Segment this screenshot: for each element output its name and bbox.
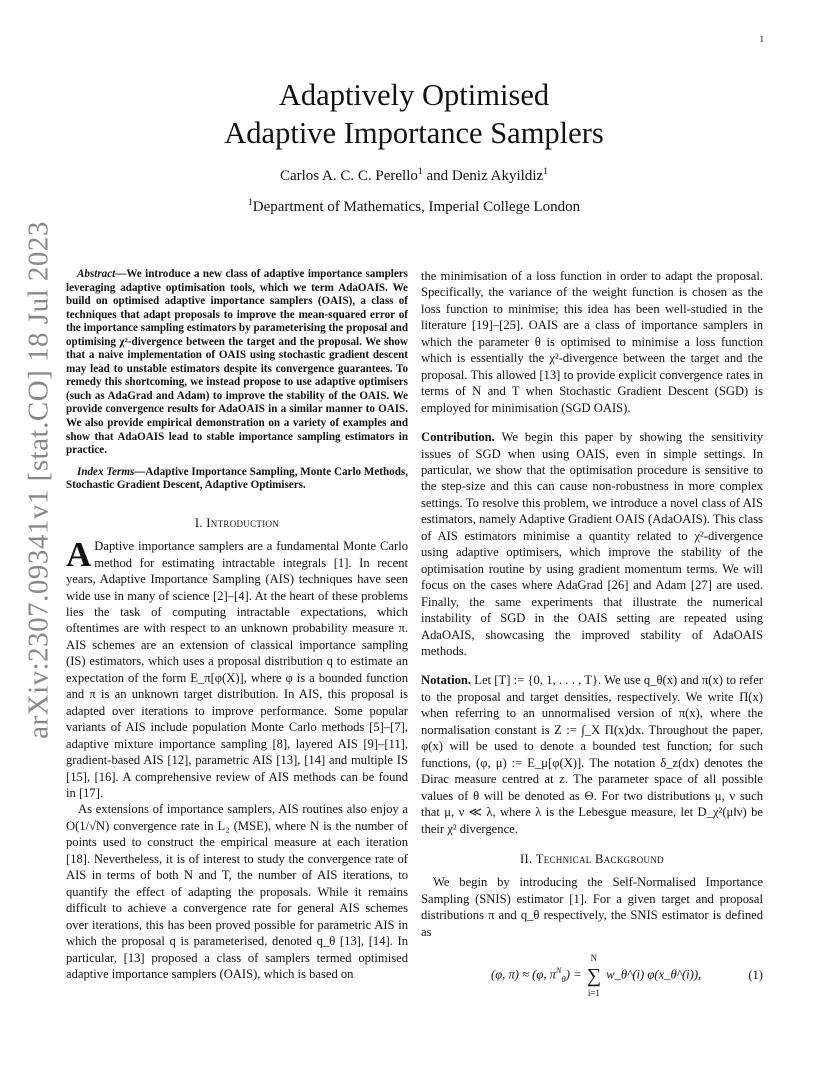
- abstract-text: —We introduce a new class of adaptive importance samplers leveraging adaptive optimisation tools, which we term AdaOAIS. We build on optimised adaptive importance samplers (OAIS), a class of techniques that adapt proposals to improve the mean-squared error of the importance sampling estimators by parameterising the proposal and optimising χ²-divergence between the target and the proposal. We show that a naive implementation of OAIS using stochastic gradient descent may lead to unstable estimators despite its convergence guarantees. To remedy this shortcoming, we instead propose to use adaptive optimisers (such as AdaGrad and Adam) to improve the stability of the OAIS. We provide convergence results for AdaOAIS in a similar manner to OAIS. We also provide empirical demonstration on a variety of examples and show that AdaOAIS lead to stable importance sampling estimators in practice.: [66, 268, 408, 457]
- arxiv-stamp-text: arXiv:2307.09341v1 [stat.CO] 18 Jul 2023: [22, 221, 55, 739]
- equation-1-number: (1): [748, 968, 763, 983]
- author-1: Carlos A. C. C. Perello: [279, 168, 418, 184]
- equation-1-expression: [491, 950, 701, 1001]
- index-terms-text: —Adaptive Importance Sampling, Monte Carlo Methods, Stochastic Gradient Descent, Adaptive Optimisers.: [66, 465, 408, 492]
- right-column: [421, 268, 763, 1001]
- notation-label: Notation.: [421, 673, 472, 688]
- index-terms: [66, 466, 408, 493]
- affiliation: [0, 199, 828, 216]
- eq-sum-top: N: [590, 953, 598, 964]
- equation-1: [421, 950, 763, 1001]
- intro-paragraph-1-text: Daptive importance samplers are a fundamental Monte Carlo method for estimating intractable integrals [1]. In recent years, Adaptive Importance Sampling (AIS) techniques have seen wide use in many of science [2]–[4]. At the heart of these problems lies the task of computing intractable expectations, which oftentimes are with respect to an unknown probability measure π. AIS schemes are an extension of classical importance sampling (IS) estimators, which uses a proposal distribution q to estimate an expectation of the form E_π[φ(X)], where φ is a bounded function and π is an unknown target distribution. In AIS, this proposal is adapted over iterations to improve performance. Some popular variants of AIS include population Monte Carlo methods [5]–[7], adaptive mixture importance sampling [8], layered AIS [9]–[11], gradient-based AIS [12], parametric AIS [13], [14] and multiple IS [15], [16]. A comprehensive review of AIS methods can be found in [17].: [66, 539, 408, 800]
- title-line-2: Adaptive Importance Samplers: [224, 116, 604, 150]
- contribution-paragraph: [421, 429, 763, 659]
- abstract-label: Abstract: [77, 268, 116, 280]
- eq-lhs-sup: N: [555, 966, 562, 976]
- eq-lhs-sub: θ: [561, 974, 566, 985]
- eq-sum-symbol: ∑: [586, 964, 602, 987]
- index-terms-label: Index Terms: [77, 465, 135, 478]
- notation-text: Let [T] := {0, 1, . . . , T}. We use q_θ(x) and π(x) to refer to the proposal and target densities, respectively. We write Π(x) when referring to an unnormalised version of π(x), where the normalisation constant is Z := ∫_X Π(x)dx. Throughout the paper, φ(x) will be used to denote a bounded test function; for such functions, (φ, μ) := E_μ[φ(X)]. The notation δ_z(dx) denotes the Dirac measure centred at z. The parameter space of all possible values of θ will be denoted as Θ. For two distributions μ, ν such that μ, ν ≪ λ, where λ is the Lebesgue measure, let D_χ²(μ‖ν) be their χ² divergence.: [421, 673, 763, 836]
- intro-paragraph-2: As extensions of importance samplers, AIS routines also enjoy a O(1/√N) convergence rate in L₂ (MSE), where N is the number of points used to construct the empirical measure at each iteration [18]. Nevertheless, it is of interest to study the convergence rate of AIS in terms of both N and T, the number of AIS iterations, to quantify the effect of adapting the proposals. While it remains difficult to achieve a convergence rate for general AIS schemes over iterations, this has been proved possible for parametric AIS in which the proposal q is parameterised, denoted q_θ [13], [14]. In particular, [13] proposed a class of samplers termed optimised adaptive importance samplers (OAIS), which is based on: [66, 802, 408, 981]
- page-number: 1: [759, 34, 764, 44]
- section-2-heading: II. Technical Background: [520, 851, 664, 866]
- notation-paragraph: [421, 672, 763, 837]
- eq-sum: [587, 950, 601, 1001]
- author-1-affil: 1: [417, 166, 423, 177]
- author-2-affil: 1: [543, 166, 549, 177]
- eq-rhs: w_θ^(i) φ(x_θ^(i)),: [606, 967, 702, 982]
- technical-paragraph-1: We begin by introducing the Self-Normalised Importance Sampling (SNIS) estimator [1]. For a given target and proposal distributions π and q_θ respectively, the SNIS estimator is defined as: [421, 875, 763, 939]
- left-column: [66, 268, 408, 982]
- eq-lhs: (φ, π) ≈ (φ, π: [491, 967, 556, 982]
- section-1-heading: I. Introduction: [194, 515, 280, 530]
- right-paragraph-1: the minimisation of a loss function in order to adapt the proposal. Specifically, the variance of the weight function is chosen as the loss function to minimise; this idea has been well-studied in the literature [19]–[25]. OAIS are a class of importance samplers in which the parameter θ is optimised to minimise a loss function which is essentially the χ²-divergence between the target and the proposal. This allowed [13] to provide explicit convergence rates in terms of N and T when Stochastic Gradient Descent (SGD) is employed for minimisation (SGD OAIS).: [421, 269, 763, 415]
- authors: [0, 168, 828, 185]
- intro-paragraph-1: [66, 535, 408, 801]
- eq-sum-bottom: i=1: [587, 987, 600, 998]
- contribution-label: Contribution.: [421, 430, 495, 445]
- intro-dropcap: A: [66, 535, 92, 575]
- affiliation-text: Department of Mathematics, Imperial College London: [252, 199, 581, 215]
- author-2: and Deniz Akyildiz: [422, 168, 544, 184]
- eq-mid: ) =: [565, 967, 582, 982]
- arxiv-stamp: [14, 221, 64, 739]
- paper-title: [0, 76, 828, 152]
- contribution-text: We begin this paper by showing the sensitivity issues of SGD when using OAIS, even in simple settings. In particular, we show that the optimisation procedure is sensitive to the step-size and this can cause non-robustness in more complex settings. To resolve this problem, we introduce a novel class of AIS estimators, namely Adaptive Gradient OAIS (AdaOAIS). This class of AIS estimators minimise a quantity related to χ²-divergence using adaptive optimisers, which improve the stability of the optimisation routine by using gradient momentum terms. We will focus on the cases where AdaGrad [26] and Adam [27] are used. Finally, the same experiments that illustrate the numerical instability of SGD in the OAIS setting are repeated using AdaOAIS, showcasing the improved stability of AdaOAIS methods.: [421, 430, 763, 658]
- affiliation-marker: 1: [247, 197, 253, 208]
- title-line-1: Adaptively Optimised: [278, 78, 550, 112]
- abstract: [66, 268, 408, 458]
